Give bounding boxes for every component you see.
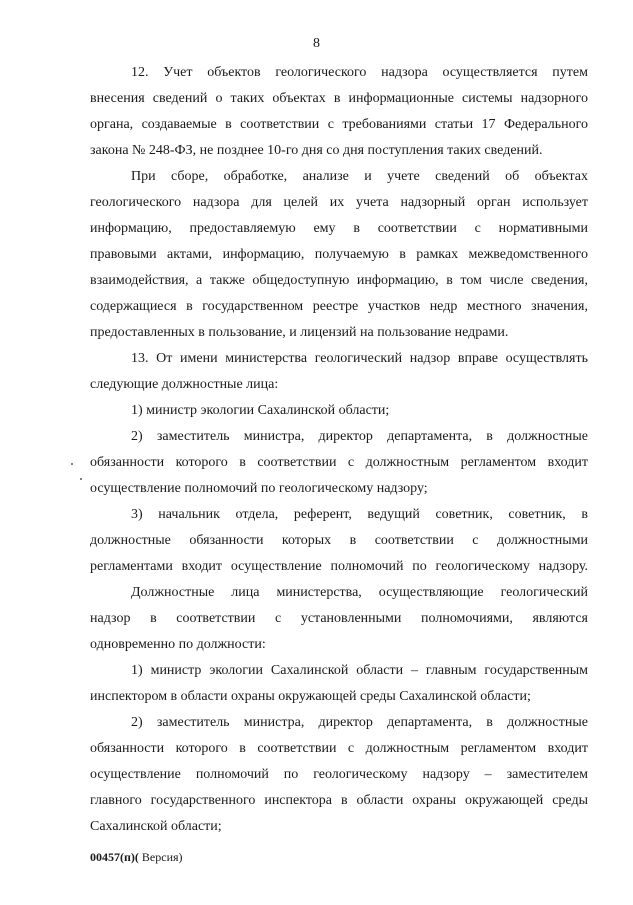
- role-item-1-line: инспектором в области охраны окружающей среды Сахалинской области;: [90, 689, 531, 704]
- paragraph-collection-line: правовыми актами, информацию, получаемую в рамках межведомственного: [90, 247, 588, 262]
- paragraph-collection-line: геологического надзора для целей их учета надзорный орган использует: [90, 195, 588, 210]
- role-item-2-line: главного государственного инспектора в области охраны окружающей среды: [90, 793, 588, 808]
- paragraph-12-line: органа, создаваемые в соответствии с требованиями статьи 17 Федерального: [90, 117, 588, 132]
- scan-speck: [80, 478, 82, 480]
- role-item-2-line: 2) заместитель министра, директор департамента, в должностные: [131, 715, 588, 730]
- paragraph-13-line: следующие должностные лица:: [90, 377, 279, 392]
- role-item-2-line: обязанности которого в соответствии с должностным регламентом входит: [90, 741, 588, 756]
- paragraph-collection-line: предоставленных в пользование, и лицензий на пользование недрами.: [90, 325, 509, 340]
- scan-speck: [71, 463, 73, 465]
- paragraph-collection-line: При сборе, обработке, анализе и учете сведений об объектах: [131, 169, 588, 184]
- paragraph-officials-line: одновременно по должности:: [90, 637, 266, 652]
- paragraph-collection-line: взаимодействия, а также общедоступную информацию, в том числе сведения,: [90, 273, 588, 288]
- page-number: 8: [313, 36, 320, 51]
- list-item-2-line: 2) заместитель министра, директор департамента, в должностные: [131, 429, 588, 444]
- list-item-2-line: осуществление полномочий по геологическому надзору;: [90, 481, 428, 496]
- list-item-1: 1) министр экологии Сахалинской области;: [131, 403, 390, 418]
- paragraph-collection-line: содержащиеся в государственном реестре участков недр местного значения,: [90, 299, 588, 314]
- list-item-2-line: обязанности которого в соответствии с должностным регламентом входит: [90, 455, 588, 470]
- paragraph-officials-line: Должностные лица министерства, осуществляющие геологический: [131, 585, 588, 600]
- list-item-3-line: должностные обязанности которых в соответствии с должностными: [90, 533, 588, 548]
- document-code: 00457(п)(: [90, 850, 139, 864]
- paragraph-13-line: 13. От имени министерства геологический надзор вправе осуществлять: [131, 351, 588, 366]
- role-item-2-line: Сахалинской области;: [90, 819, 222, 834]
- paragraph-12-line: закона № 248-ФЗ, не позднее 10-го дня со дня поступления таких сведений.: [90, 143, 543, 158]
- document-footer: [90, 850, 183, 865]
- list-item-3-line: регламентами входит осуществление полномочий по геологическому надзору.: [90, 559, 588, 574]
- role-item-2-line: осуществление полномочий по геологическому надзору – заместителем: [90, 767, 588, 782]
- paragraph-12-line: внесения сведений о таких объектах в информационные системы надзорного: [90, 91, 588, 106]
- role-item-1-line: 1) министр экологии Сахалинской области – главным государственным: [131, 663, 588, 678]
- list-item-3-line: 3) начальник отдела, референт, ведущий советник, советник, в: [131, 507, 588, 522]
- document-body: [90, 60, 588, 840]
- paragraph-collection-line: информацию, предоставляемую ему в соответствии с нормативными: [90, 221, 588, 236]
- paragraph-officials-line: надзор в соответствии с установленными полномочиями, являются: [90, 611, 588, 626]
- paragraph-12-line: 12. Учет объектов геологического надзора осуществляется путем: [131, 65, 588, 80]
- version-label: Версия): [138, 850, 183, 864]
